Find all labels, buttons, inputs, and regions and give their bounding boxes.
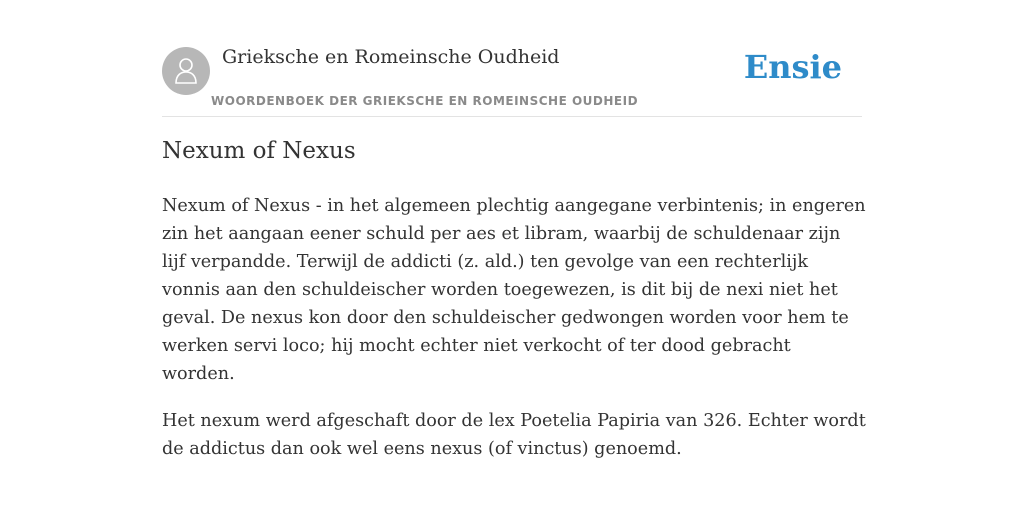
entry-title: Nexum of Nexus [162,138,356,164]
source-title[interactable]: Grieksche en Romeinsche Oudheid [222,46,560,68]
entry-paragraph: Nexum of Nexus - in het algemeen plechtig aangegane verbintenis; in engeren zin het aangaan eener schuld per aes et libram, waarbij de schuldenaar zijn lijf verpandde. Terwijl de addicti (z. ald.) ten gevolge van een rechterlijk vonnis aan den schuldeischer worden toegewezen, is dit bij de nexi niet het geval. De nexus kon door den schuldeischer gedwongen worden voor hem te werken servi loco; hij mocht echter niet verkocht of ter dood gebracht worden. [162,196,866,384]
user-outline-icon [174,57,198,85]
source-header [162,44,862,117]
ensie-logo[interactable]: Ensie [743,48,842,86]
entry-paragraph: Het nexum werd afgeschaft door de lex Poetelia Papiria van 326. Echter wordt de addictus dan ook wel eens nexus (of vinctus) genoemd. [162,411,866,459]
avatar[interactable] [162,47,210,95]
source-subtitle: WOORDENBOEK DER GRIEKSCHE EN ROMEINSCHE OUDHEID [211,94,639,108]
entry-body [162,192,867,482]
